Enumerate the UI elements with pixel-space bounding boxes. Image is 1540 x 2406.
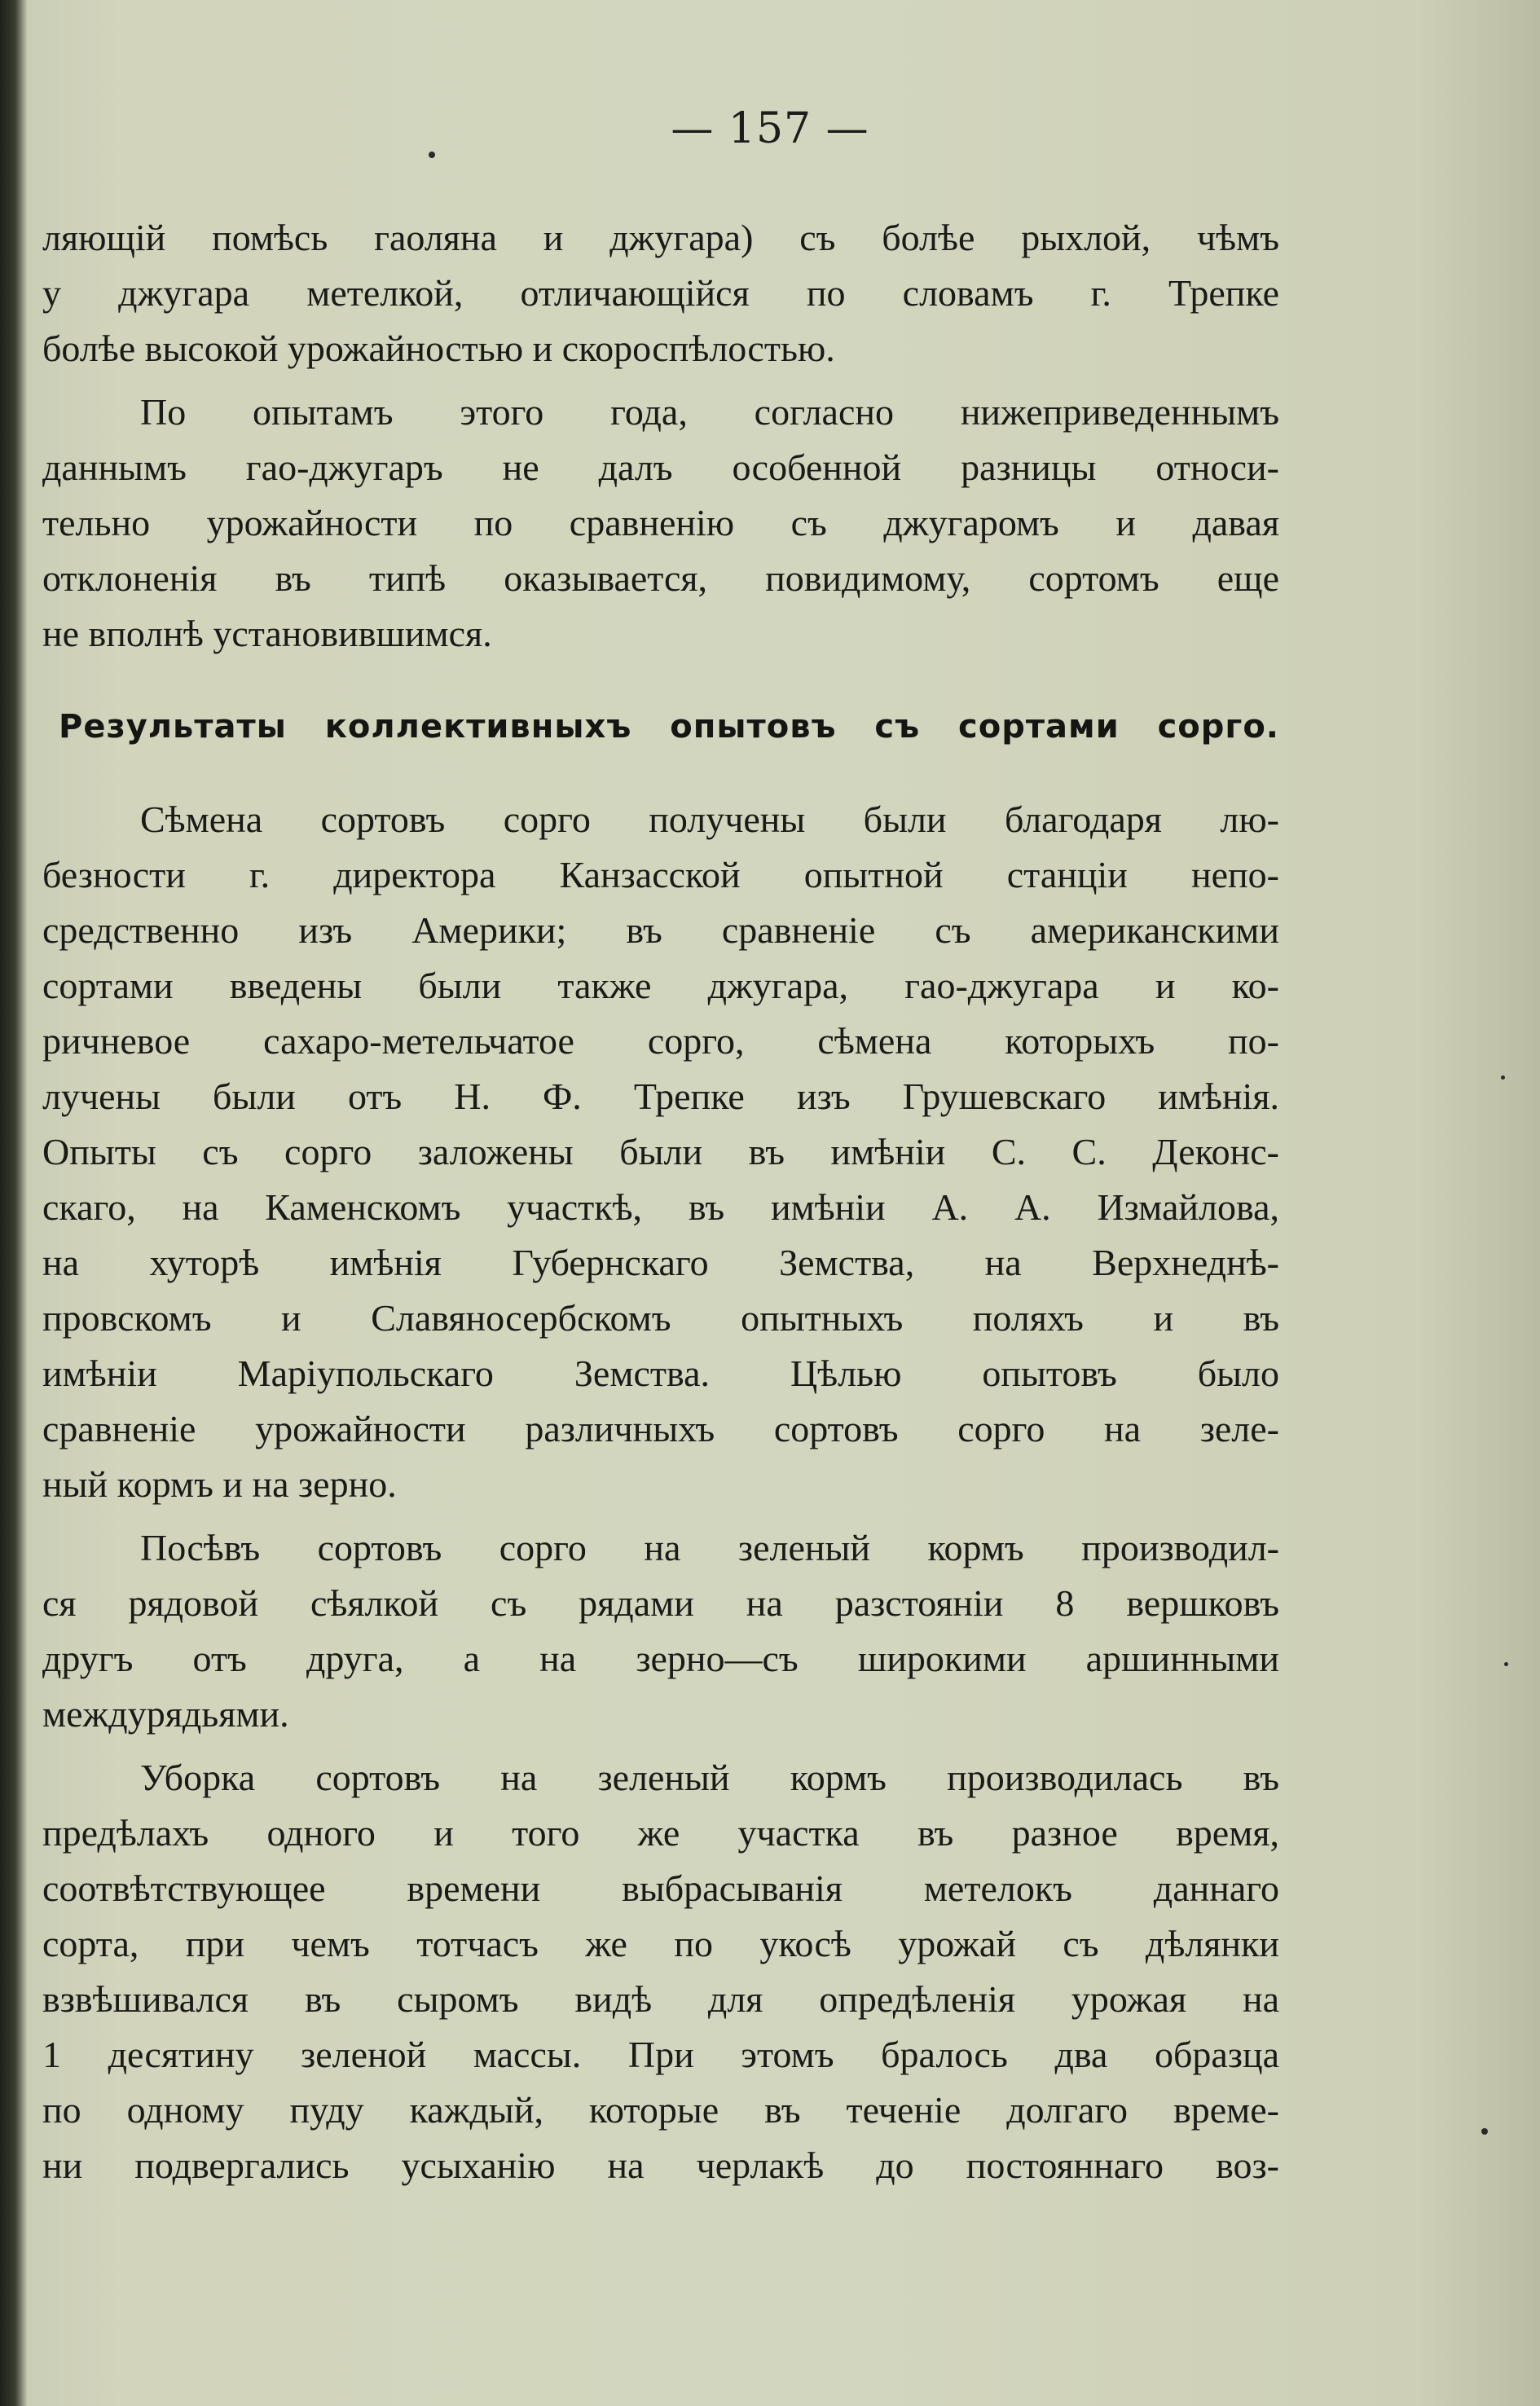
page-number: — 157 — <box>671 104 869 153</box>
text-line: Посѣвъ сортовъ сорго на зеленый кормъ производил- <box>140 1527 1279 1568</box>
text-line: безности г. директора Канзасской опытной станціи непо- <box>42 854 1279 895</box>
text-line: взвѣшивался въ сыромъ видѣ для опредѣленія урожая на <box>42 1978 1279 2020</box>
text-line: отклоненія въ типѣ оказывается, повидимому, сортомъ еще <box>42 557 1279 599</box>
text-line: ни подвергались усыханію на черлакѣ до постояннаго воз- <box>42 2144 1279 2186</box>
paragraph-1 <box>42 210 1279 376</box>
text-line: ляющій помѣсь гаоляна и джугара) съ болѣе рыхлой, чѣмъ <box>42 217 1279 258</box>
ink-speck <box>1504 1662 1508 1666</box>
text-line: Уборка сортовъ на зеленый кормъ производилась въ <box>140 1757 1279 1798</box>
text-line: по одному пуду каждый, которые въ теченіе долгаго време- <box>42 2089 1279 2131</box>
text-line: провскомъ и Славяносербскомъ опытныхъ поляхъ и въ <box>42 1297 1279 1339</box>
ink-speck <box>1501 1075 1505 1080</box>
ink-speck <box>429 152 435 158</box>
text-line: болѣе высокой урожайностью и скороспѣлостью. <box>42 328 835 369</box>
text-line: тельно урожайности по сравненію съ джугаромъ и давая <box>42 502 1279 543</box>
page-gutter-shadow <box>0 0 28 2406</box>
paragraph-2 <box>42 385 1279 662</box>
text-line: у джугара метелкой, отличающійся по словамъ г. Трепке <box>42 272 1279 314</box>
text-line: сорта, при чемъ тотчасъ же по укосѣ урожай съ дѣлянки <box>42 1923 1279 1964</box>
text-line: сортами введены были также джугара, гао-джугара и ко- <box>42 965 1279 1006</box>
text-line: лучены были отъ Н. Ф. Трепке изъ Грушевскаго имѣнія. <box>42 1075 1279 1117</box>
paragraph-3 <box>42 792 1279 1512</box>
text-line: междурядьями. <box>42 1693 289 1735</box>
text-line: скаго, на Каменскомъ участкѣ, въ имѣніи А. А. Измайлова, <box>42 1186 1279 1228</box>
text-line: Опыты съ сорго заложены были въ имѣніи С. С. Деконс- <box>42 1131 1279 1172</box>
text-line: имѣніи Маріупольскаго Земства. Цѣлью опытовъ было <box>42 1353 1279 1394</box>
text-line: на хуторѣ имѣнія Губернскаго Земства, на Верхнеднѣ- <box>42 1242 1279 1283</box>
text-line: не вполнѣ установившимся. <box>42 613 492 654</box>
text-block-intro <box>42 210 1279 662</box>
text-line: ричневое сахаро-метельчатое сорго, сѣмена которыхъ по- <box>42 1020 1279 1062</box>
text-line: ся рядовой сѣялкой съ рядами на разстояніи 8 вершковъ <box>42 1582 1279 1624</box>
paragraph-5 <box>42 1750 1279 2193</box>
ink-speck <box>1481 2128 1488 2135</box>
text-line: сравненіе урожайности различныхъ сортовъ сорго на зеле- <box>42 1408 1279 1449</box>
text-line: даннымъ гао-джугаръ не далъ особенной разницы относи- <box>42 446 1279 488</box>
text-line: предѣлахъ одного и того же участка въ разное время, <box>42 1812 1279 1854</box>
section-heading: Результаты коллективныхъ опытовъ съ сортами сорго. <box>59 708 1279 746</box>
text-line: другъ отъ друга, а на зерно—съ широкими аршинными <box>42 1638 1279 1679</box>
text-block-main <box>42 792 1279 2193</box>
text-line: 1 десятину зеленой массы. При этомъ бралось два образца <box>42 2034 1279 2075</box>
text-line: ный кормъ и на зерно. <box>42 1463 397 1505</box>
text-line: соотвѣтствующее времени выбрасыванія метелокъ даннаго <box>42 1867 1279 1909</box>
text-line: По опытамъ этого года, согласно нижеприведеннымъ <box>140 391 1279 433</box>
text-line: средственно изъ Америки; въ сравненіе съ американскими <box>42 909 1279 951</box>
text-line: Сѣмена сортовъ сорго получены были благодаря лю- <box>140 798 1279 840</box>
paragraph-4 <box>42 1520 1279 1742</box>
